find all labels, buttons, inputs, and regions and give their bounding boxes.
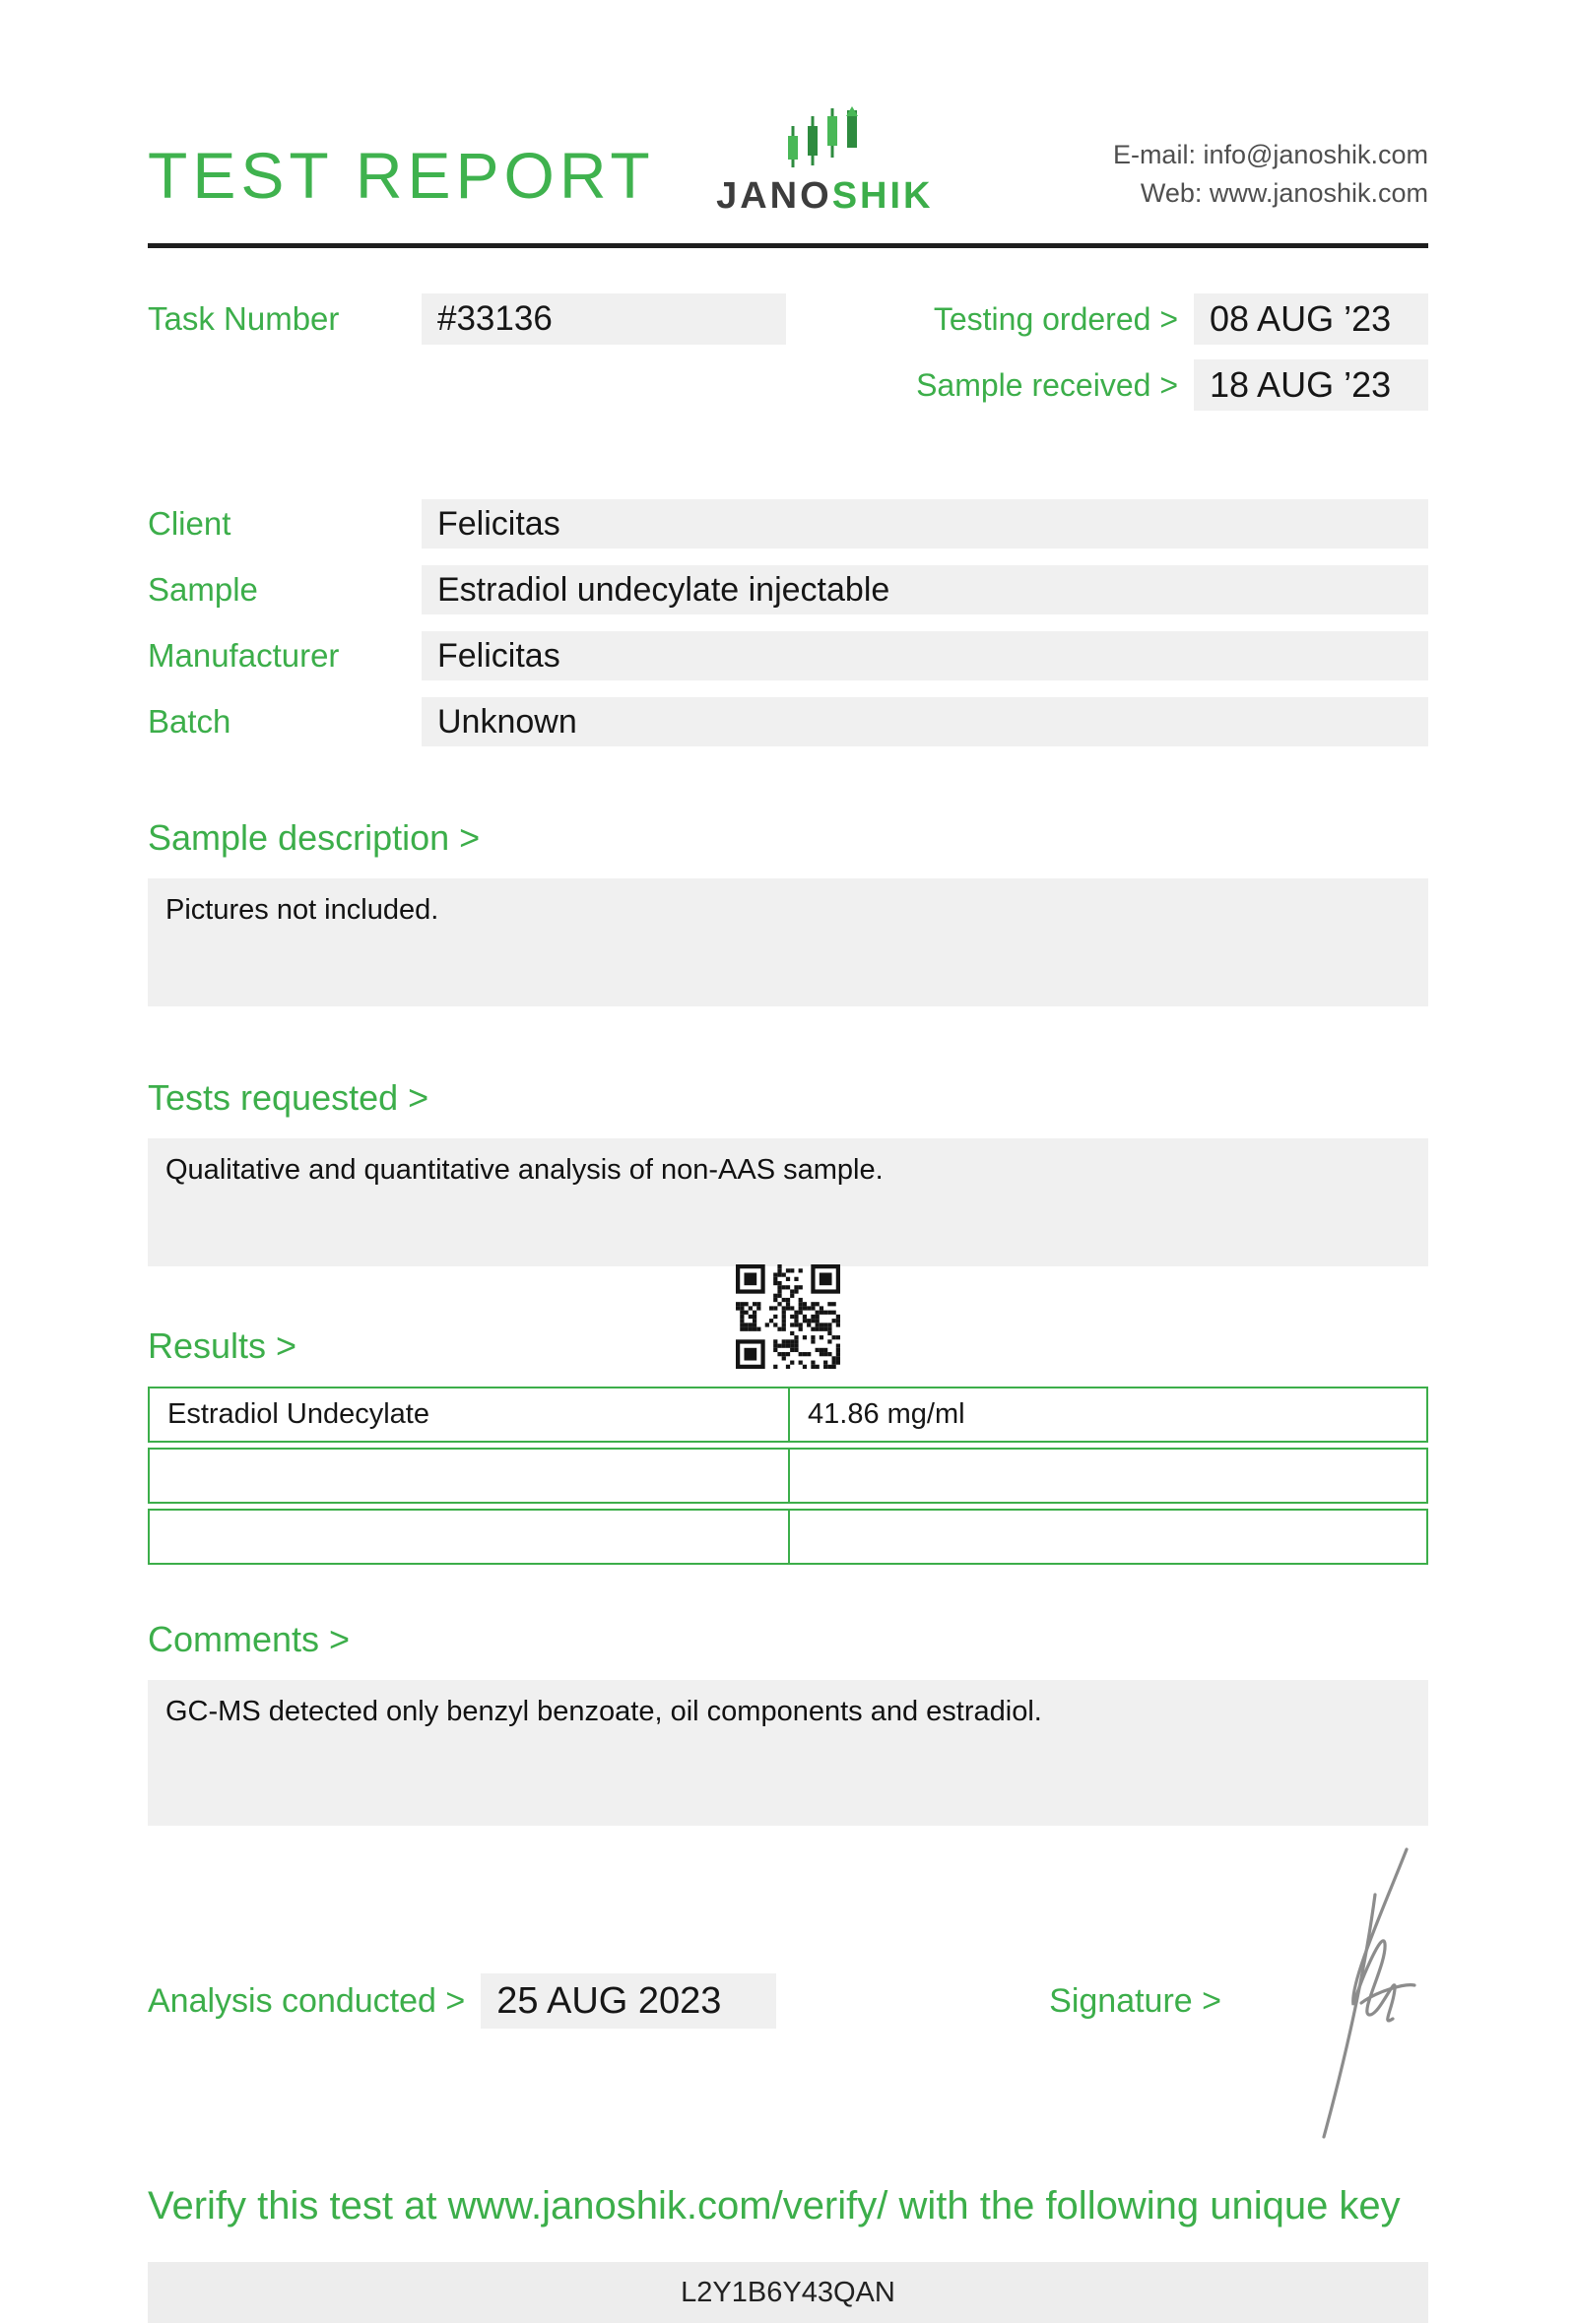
- sample-description-section: [148, 817, 1428, 1006]
- web-value: www.janoshik.com: [1209, 178, 1428, 208]
- result-value: [790, 1450, 1426, 1502]
- dates-block: [916, 293, 1428, 411]
- chart-bars-icon: [777, 106, 872, 171]
- brand-name-green: SHIK: [831, 175, 934, 217]
- comments-text: GC-MS detected only benzyl benzoate, oil components and estradiol.: [148, 1680, 1428, 1826]
- sample-description-heading: Sample description >: [148, 817, 481, 858]
- batch-value: Unknown: [422, 697, 1428, 746]
- signature-label: Signature >: [1049, 1981, 1221, 2020]
- comments-section: [148, 1619, 1428, 1826]
- results-table: [148, 1387, 1428, 1565]
- contact-web-line: [1113, 174, 1428, 213]
- result-analyte: [150, 1511, 790, 1563]
- client-row: [148, 499, 1428, 549]
- page-title: TEST REPORT: [148, 139, 655, 212]
- sample-received-row: [916, 359, 1428, 411]
- footer-row: [148, 1973, 1428, 2029]
- batch-row: [148, 697, 1428, 746]
- email-label: E-mail:: [1112, 140, 1196, 169]
- table-row: [148, 1448, 1428, 1504]
- manufacturer-row: [148, 631, 1428, 680]
- info-fields: [148, 499, 1428, 746]
- testing-ordered-label: Testing ordered >: [933, 300, 1178, 337]
- sample-row: [148, 565, 1428, 614]
- sample-value: Estradiol undecylate injectable: [422, 565, 1428, 614]
- result-analyte: Estradiol Undecylate: [150, 1388, 790, 1441]
- janoshik-logo: [716, 106, 933, 218]
- analysis-conducted-field: [148, 1973, 776, 2029]
- task-number-field: [148, 293, 786, 345]
- analysis-conducted-value: 25 AUG 2023: [481, 1973, 776, 2029]
- tests-requested-heading: Tests requested >: [148, 1077, 429, 1118]
- results-heading: Results >: [148, 1325, 297, 1366]
- sample-label: Sample: [148, 571, 258, 608]
- contact-info: [1113, 136, 1428, 213]
- table-row: [148, 1387, 1428, 1443]
- result-value: [790, 1511, 1426, 1563]
- results-section: [148, 1325, 1428, 1565]
- result-analyte: [150, 1450, 790, 1502]
- client-value: Felicitas: [422, 499, 1428, 549]
- result-value: 41.86 mg/ml: [808, 1398, 965, 1430]
- header-divider: [148, 243, 1428, 248]
- verify-key: L2Y1B6Y43QAN: [148, 2262, 1428, 2323]
- report-header: [148, 0, 1428, 218]
- batch-label: Batch: [148, 703, 231, 740]
- manufacturer-label: Manufacturer: [148, 637, 340, 674]
- brand-name: [716, 175, 933, 218]
- qr-code: [736, 1264, 840, 1369]
- testing-ordered-row: [934, 293, 1428, 345]
- client-label: Client: [148, 505, 231, 542]
- email-value: info@janoshik.com: [1203, 140, 1428, 169]
- contact-email-line: [1113, 136, 1428, 174]
- task-number-label: Task Number: [148, 300, 340, 337]
- testing-ordered-value: 08 AUG ’23: [1194, 293, 1428, 345]
- sample-description-text: Pictures not included.: [148, 878, 1428, 1006]
- task-and-dates-row: [148, 293, 1428, 411]
- sample-received-value: 18 AUG ’23: [1194, 359, 1428, 411]
- tests-requested-section: [148, 1077, 1428, 1266]
- sample-received-label: Sample received >: [916, 366, 1178, 403]
- signature-image: [1259, 1836, 1446, 2151]
- brand-name-dark: JANO: [716, 175, 832, 217]
- task-number-value: #33136: [422, 293, 786, 345]
- web-label: Web:: [1140, 178, 1203, 208]
- analysis-conducted-label: Analysis conducted >: [148, 1981, 466, 2020]
- comments-heading: Comments >: [148, 1619, 351, 1659]
- manufacturer-value: Felicitas: [422, 631, 1428, 680]
- verify-instruction: Verify this test at www.janoshik.com/verify/ with the following unique key: [148, 2184, 1401, 2227]
- table-row: [148, 1509, 1428, 1565]
- tests-requested-text: Qualitative and quantitative analysis of non-AAS sample.: [148, 1138, 1428, 1266]
